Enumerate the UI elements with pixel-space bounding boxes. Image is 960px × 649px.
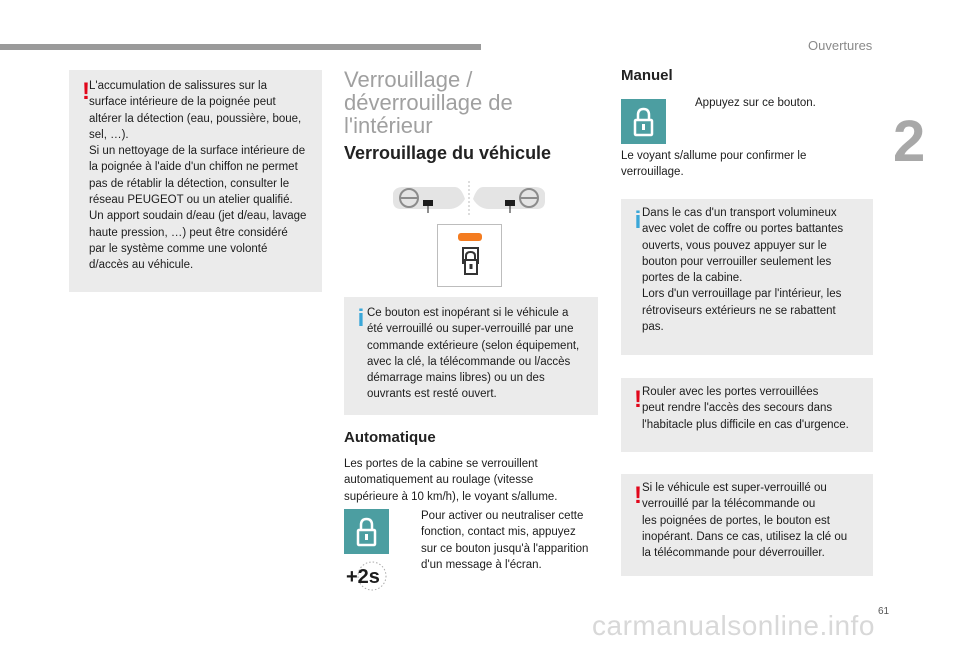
hold-2s-icon — [344, 560, 390, 592]
page-title: Verrouillage / déverrouillage de l'intérieur — [344, 67, 513, 138]
warning-text: L'accumulation de salissures sur la surface intérieure de la poignée peut altérer la détection (eau, poussière, boue, sel, …). Si un nettoyage de la surface intérieure de la poignée à l'aide d'un chiffon ne permet pas de rétablir la détection, consulter le réseau PEUGEOT ou un atelier qualifié. Un apport soudain d/eau (jet d/eau, lavage haute pression, …) peut être considéré par le système comme une volonté d/accès au véhicule. — [89, 80, 307, 272]
manual-section-title: Manuel — [621, 67, 673, 84]
chapter-number: 2 — [893, 109, 926, 174]
info-icon: i — [634, 207, 642, 234]
page-number: 61 — [878, 606, 890, 617]
manual-step-text: Appuyez sur ce bouton. — [695, 97, 816, 109]
lock-section-title: Verrouillage du véhicule — [344, 143, 552, 163]
manual-description: Le voyant s/allume pour confirmer le verrouillage. — [621, 150, 807, 179]
warning-text: Rouler avec les portes verrouillées peut rendre l'accès des secours dans l'habitacle plus difficile en cas d'urgence. — [642, 386, 849, 431]
header-bar — [0, 44, 481, 50]
watermark: carmanualsonline.info — [592, 610, 875, 641]
warning-box-superlock — [621, 474, 873, 576]
central-lock-button-panel — [437, 224, 502, 287]
lock-icon — [621, 99, 666, 144]
warning-text: Si le véhicule est super-verrouillé ou verrouillé par la télécommande ou les poignées de portes, le bouton est inopérant. Dans ce cas, utilisez la clé ou la télécommande pour déverrouiller. — [642, 482, 848, 560]
info-text: Dans le cas d'un transport volumineux avec volet de coffre ou portes battantes ouverts, vous pouvez appuyer sur le bouton pour verrouiller seulement les portes de la cabine. Lors d'un verrouillage par l'intérieur, les rétroviseurs extérieurs ne se rabattent pas. — [642, 207, 844, 334]
info-icon: i — [357, 305, 365, 332]
auto-step-text: Pour activer ou neutraliser cette fonction, contact mis, appuyez sur ce bouton jusqu'à l'apparition d'un message à l'écran. — [421, 510, 589, 571]
lock-button-manual[interactable] — [621, 99, 666, 144]
warning-icon: ! — [634, 482, 642, 509]
warning-icon: ! — [634, 386, 642, 413]
hold-duration-label: +2s — [346, 566, 380, 588]
section-title: Ouvertures — [808, 38, 873, 53]
lock-icon — [344, 509, 389, 554]
info-text: Ce bouton est inopérant si le véhicule a été verrouillé ou super-verrouillé par une commande extérieure (selon équipement, avec la clé, la télécommande ou l/accès démarrage mains libres) ou un des ouvrants est resté ouvert. — [367, 307, 580, 401]
warning-box-dirt — [69, 70, 322, 292]
door-mirror-icon — [389, 181, 549, 217]
warning-box-emergency — [621, 378, 873, 452]
lock-button[interactable] — [344, 509, 389, 554]
auto-description: Les portes de la cabine se verrouillent automatiquement au roulage (vitesse supérieure à 10 km/h), le voyant s/allume. — [344, 458, 558, 503]
auto-section-title: Automatique — [344, 429, 436, 446]
warning-icon: ! — [82, 78, 90, 105]
info-box-bulky-transport — [621, 199, 873, 355]
info-box-inoperative — [344, 297, 598, 415]
